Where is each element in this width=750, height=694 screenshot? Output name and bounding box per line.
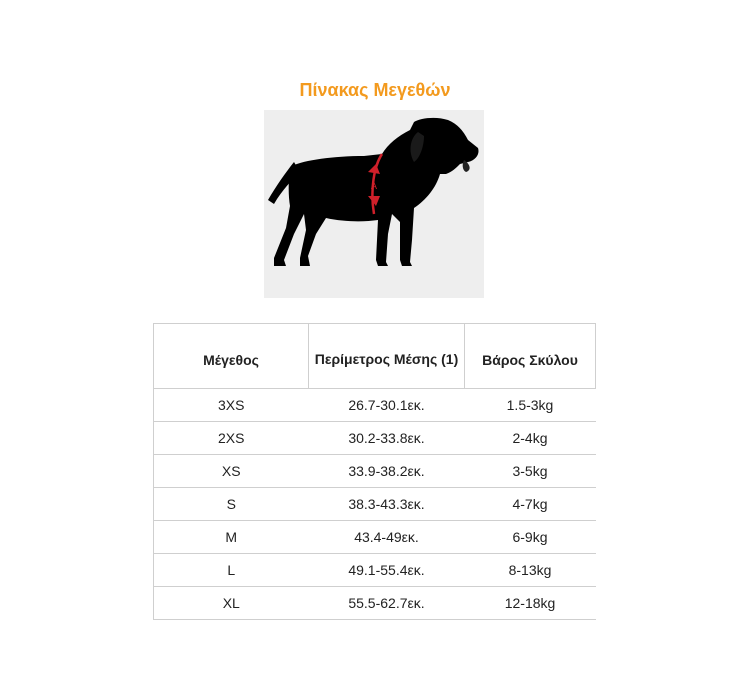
table-row bbox=[154, 554, 596, 587]
cell-size: XL bbox=[154, 587, 309, 620]
table-header-row bbox=[154, 324, 596, 389]
header-waist: Περίμετρος Μέσης (1) bbox=[309, 324, 465, 389]
cell-size: L bbox=[154, 554, 309, 587]
cell-weight: 3-5kg bbox=[465, 455, 596, 488]
cell-size: 3XS bbox=[154, 389, 309, 422]
cell-weight: 4-7kg bbox=[465, 488, 596, 521]
cell-waist: 55.5-62.7εκ. bbox=[309, 587, 465, 620]
table-row bbox=[154, 488, 596, 521]
cell-size: 2XS bbox=[154, 422, 309, 455]
cell-size: XS bbox=[154, 455, 309, 488]
cell-waist: 33.9-38.2εκ. bbox=[309, 455, 465, 488]
measurement-marker-label: A bbox=[370, 182, 378, 192]
cell-weight: 8-13kg bbox=[465, 554, 596, 587]
dog-silhouette-icon bbox=[264, 110, 484, 298]
cell-waist: 26.7-30.1εκ. bbox=[309, 389, 465, 422]
cell-size: S bbox=[154, 488, 309, 521]
table-row bbox=[154, 587, 596, 620]
cell-size: M bbox=[154, 521, 309, 554]
cell-weight: 1.5-3kg bbox=[465, 389, 596, 422]
table-row bbox=[154, 521, 596, 554]
header-size: Μέγεθος bbox=[154, 324, 309, 389]
header-weight: Βάρος Σκύλου bbox=[465, 324, 596, 389]
cell-weight: 2-4kg bbox=[465, 422, 596, 455]
dog-measurement-figure bbox=[264, 110, 484, 298]
table-row bbox=[154, 389, 596, 422]
cell-weight: 6-9kg bbox=[465, 521, 596, 554]
cell-waist: 49.1-55.4εκ. bbox=[309, 554, 465, 587]
page-title: Πίνακας Μεγεθών bbox=[299, 80, 451, 100]
table-row bbox=[154, 422, 596, 455]
cell-waist: 38.3-43.3εκ. bbox=[309, 488, 465, 521]
cell-waist: 30.2-33.8εκ. bbox=[309, 422, 465, 455]
table-row bbox=[154, 455, 596, 488]
cell-weight: 12-18kg bbox=[465, 587, 596, 620]
size-table bbox=[153, 323, 596, 620]
cell-waist: 43.4-49εκ. bbox=[309, 521, 465, 554]
